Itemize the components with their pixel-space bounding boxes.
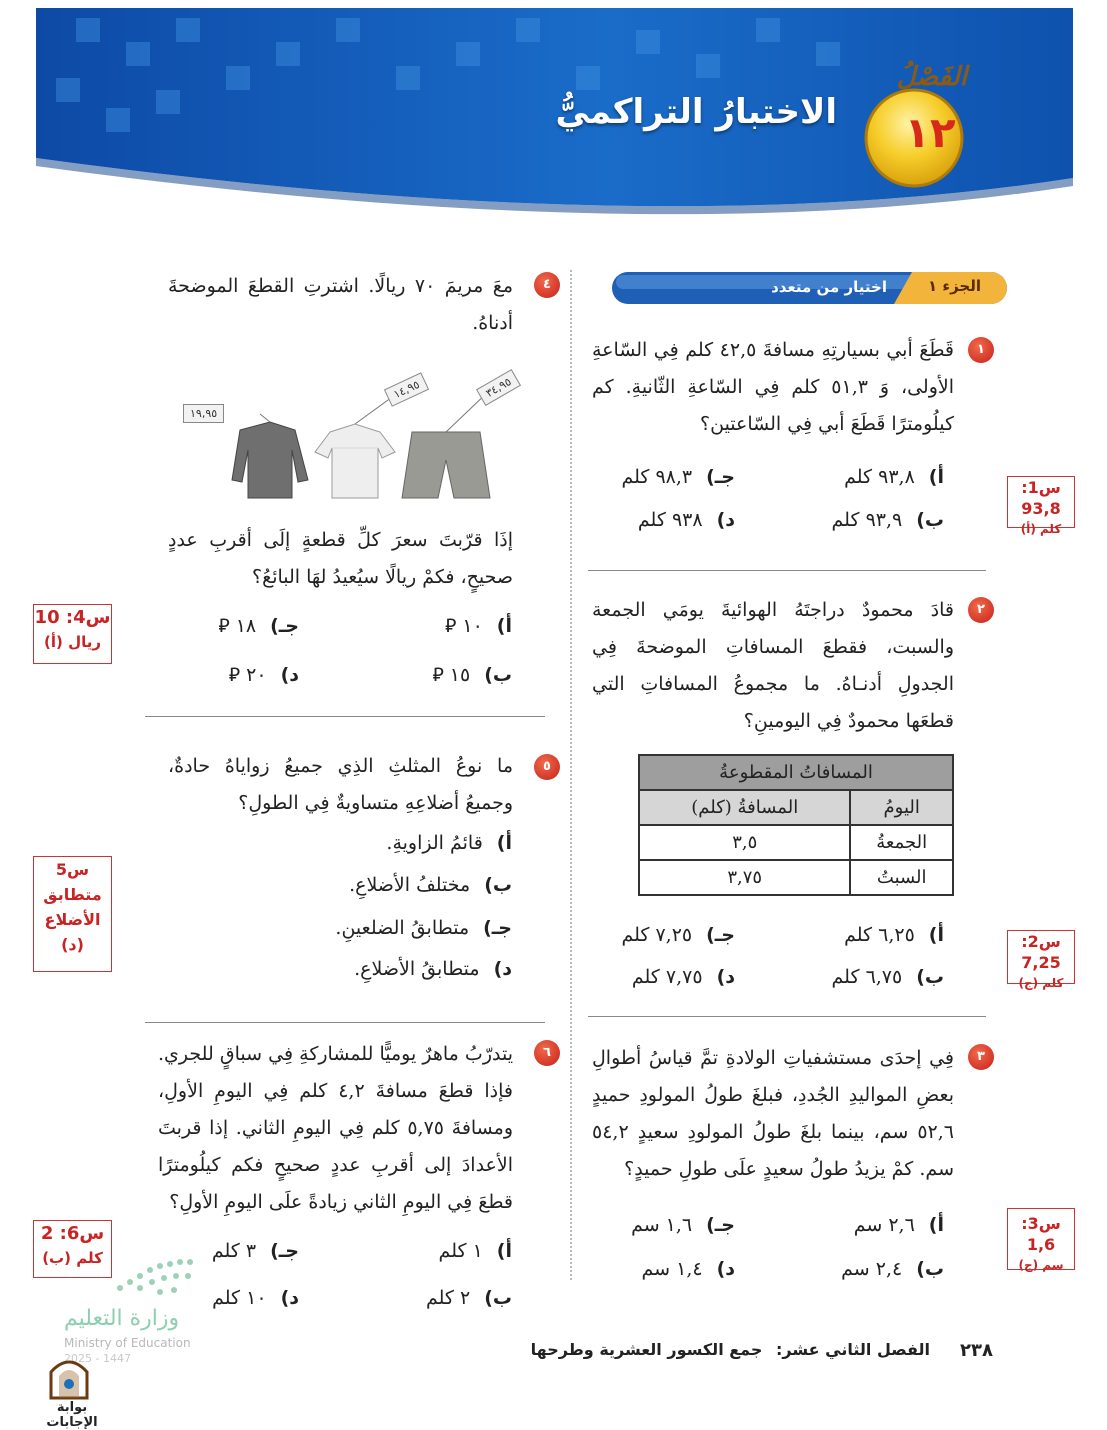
chapter-word: الفَصْلُ (896, 62, 967, 92)
question-number-5: ٥ (534, 754, 560, 780)
answer-note-5: س5 متطابق الأضلاع (د) (33, 856, 112, 972)
column-divider (570, 270, 572, 1280)
q2-option-a[interactable]: أ)٦,٢٥ كلم (844, 924, 944, 946)
q2-option-c[interactable]: جـ)٧,٢٥ كلم (621, 924, 735, 946)
riyal-icon: ⃁ (445, 615, 457, 637)
riyal-icon: ⃁ (228, 664, 241, 686)
q1-option-d[interactable]: د)٩٣٨ كلم (637, 509, 735, 531)
q6-option-c[interactable]: جـ)٣ كلم (211, 1240, 299, 1262)
price-tag-2: ١٤,٩٥ (384, 372, 429, 407)
question-5-text: ما نوعُ المثلثِ الذِي جميعُ زواياهُ حادةٌ، وجميعُ أضلاعِهِ متساويةٌ فِي الطولِ؟ (168, 755, 513, 814)
ministry-logo-dots-icon (100, 1248, 210, 1308)
q5-option-c[interactable]: جـ)متطابقُ الضلعينِ. (335, 917, 512, 939)
footer-chapter (530, 1340, 930, 1359)
table-cell: ٣,٧٥ (639, 860, 850, 895)
q4-option-c[interactable]: جـ)١٨ ⃁ (218, 615, 299, 637)
question-6-text: يتدرّبُ ماهرٌ يوميًّا للمشاركةِ فِي سباقٍ للجري. فإذا قطعَ مسافةَ ٤,٢ كلم فِي اليومِ الأولِ، ومسافةَ ٥,٧٥ كلم فِي اليومِ الثاني. إذا قربتَ الأعدادَ إلى أقربِ عددٍ صحيحٍ فكم كيلُومترًا قطعَ فِي اليومِ الثاني زيادةً علَى اليومِ الأولِ؟ (158, 1043, 513, 1213)
table-cell: ٣,٥ (639, 825, 850, 860)
q3-option-a[interactable]: أ)٢,٦ سم (853, 1214, 944, 1236)
price-tag-1: ١٩,٩٥ (183, 404, 224, 423)
q2-option-d[interactable]: د)٧,٧٥ كلم (631, 966, 735, 988)
q1-option-a[interactable]: أ)٩٣,٨ كلم (844, 466, 944, 488)
riyal-icon: ⃁ (432, 664, 444, 686)
sweater-icon (232, 422, 308, 498)
answer-note-2: س2: 7,25 كلم (ج) (1007, 930, 1075, 984)
footer-chapter-label: الفصل الثاني عشر: (776, 1340, 930, 1359)
q5-option-a[interactable]: أ)قائمُ الزاويةِ. (386, 832, 512, 854)
portal-name: بوابة الإجابات (46, 1400, 98, 1430)
distance-table (638, 754, 954, 896)
separator (145, 1022, 545, 1023)
q4-option-d[interactable]: د)٢٠ ⃁ (228, 664, 299, 686)
table-caption: المسافاتُ المقطوعةُ (639, 755, 953, 790)
page-number: ٢٣٨ (960, 1340, 993, 1361)
shorts-icon (402, 432, 490, 498)
ministry-name-ar: وزارة التعليم (64, 1306, 180, 1331)
chapter-number-badge: ١٢ (904, 108, 956, 157)
ministry-name-en: Ministry of Education (64, 1336, 191, 1350)
portal-logo-icon (45, 1350, 93, 1400)
chapter-title: الاختبارُ التراكميُّ (555, 92, 837, 132)
table-header-day: اليومُ (850, 790, 953, 825)
price-tag-3: ٣٤,٩٥ (476, 369, 521, 406)
question-number-2: ٢ (968, 597, 994, 623)
footer-chapter-name: جمع الكسور العشرية وطرحها (530, 1340, 763, 1359)
question-number-1: ١ (968, 337, 994, 363)
question-number-6: ٦ (534, 1040, 560, 1066)
q3-option-c[interactable]: جـ)١,٦ سم (631, 1214, 735, 1236)
part-label: الجزء ١ (928, 277, 981, 295)
table-cell: الجمعةُ (850, 825, 953, 860)
ministry-year: 2025 - 1447 (64, 1352, 131, 1365)
riyal-icon: ⃁ (218, 615, 230, 637)
q5-option-d[interactable]: د)متطابقُ الأضلاعِ. (354, 958, 512, 980)
tshirt-icon (315, 424, 395, 498)
q2-option-b[interactable]: ب)٦,٧٥ كلم (831, 966, 944, 988)
question-number-4: ٤ (534, 272, 560, 298)
table-header-distance: المسافةُ (كلم) (639, 790, 850, 825)
question-3-text: فِي إحدَى مستشفياتِ الولادةِ تمَّ قياسُ أطوالِ بعضِ المواليدِ الجُددِ، فبلغَ طولُ المولودِ حميدٍ ٥٢,٦ سم، بينما بلغَ طولُ المولودِ سعيدٍ ٥٤,٢ سم. كمْ يزيدُ طولُ سعيدٍ علَى طولِ حميدٍ؟ (592, 1047, 954, 1180)
answer-note-6: س6: 2 كلم (ب) (33, 1220, 112, 1278)
q4-option-a[interactable]: أ)١٠ ⃁ (445, 615, 512, 637)
q6-option-b[interactable]: ب)٢ كلم (425, 1287, 512, 1309)
question-4-text: معَ مريمَ ٧٠ ريالًا. اشترتِ القطعَ الموضحةَ أدناهُ. (168, 275, 514, 334)
q1-option-c[interactable]: جـ)٩٨,٣ كلم (621, 466, 735, 488)
answer-note-1: س1: 93,8 كلم (أ) (1007, 476, 1075, 528)
question-number-3: ٣ (968, 1044, 994, 1070)
q6-option-a[interactable]: أ)١ كلم (438, 1240, 512, 1262)
question-2-text: قادَ محمودٌ دراجتَهُ الهوائيةَ يومَي الجمعة والسبت، فقطعَ المسافاتِ الموضحةَ فِي الجدولِ أدنـاهُ. ما مجموعُ المسافاتِ التي قطعَها محمودٌ فِي اليومينِ؟ (592, 599, 954, 732)
separator (588, 570, 986, 571)
question-4-text-2: إذَا قرّبتَ سعرَ كلِّ قطعةٍ إلَى أقربِ عددٍ صحيحٍ، فكمْ ريالًا سيُعيدُ لهَا البائعُ؟ (168, 529, 513, 588)
answer-note-3: س3: 1,6 سم (ج) (1007, 1208, 1075, 1270)
separator (145, 716, 545, 717)
q3-option-b[interactable]: ب)٢,٤ سم (841, 1258, 944, 1280)
q6-option-d[interactable]: د)١٠ كلم (212, 1287, 299, 1309)
q5-option-b[interactable]: ب)مختلفُ الأضلاعِ. (349, 874, 512, 896)
part-banner (612, 270, 1007, 306)
q3-option-d[interactable]: د)١,٤ سم (641, 1258, 735, 1280)
q1-option-b[interactable]: ب)٩٣,٩ كلم (831, 509, 944, 531)
separator (588, 1016, 986, 1017)
answer-note-4: س4: 10 ريال (أ) (33, 604, 112, 664)
part-title: اختيار من متعدد (771, 278, 887, 296)
table-cell: السبتُ (850, 860, 953, 895)
q4-option-b[interactable]: ب)١٥ ⃁ (432, 664, 512, 686)
question-1-text: قَطَعَ أبي بسيارتِهِ مسافةَ ٤٢,٥ كلم فِي السّاعةِ الأولى، وَ ٥١,٣ كلم فِي السّاعةِ الثّانيةِ. كم كيلُومترًا قَطَعَ أبي فِي السّاعتين؟ (592, 339, 954, 435)
